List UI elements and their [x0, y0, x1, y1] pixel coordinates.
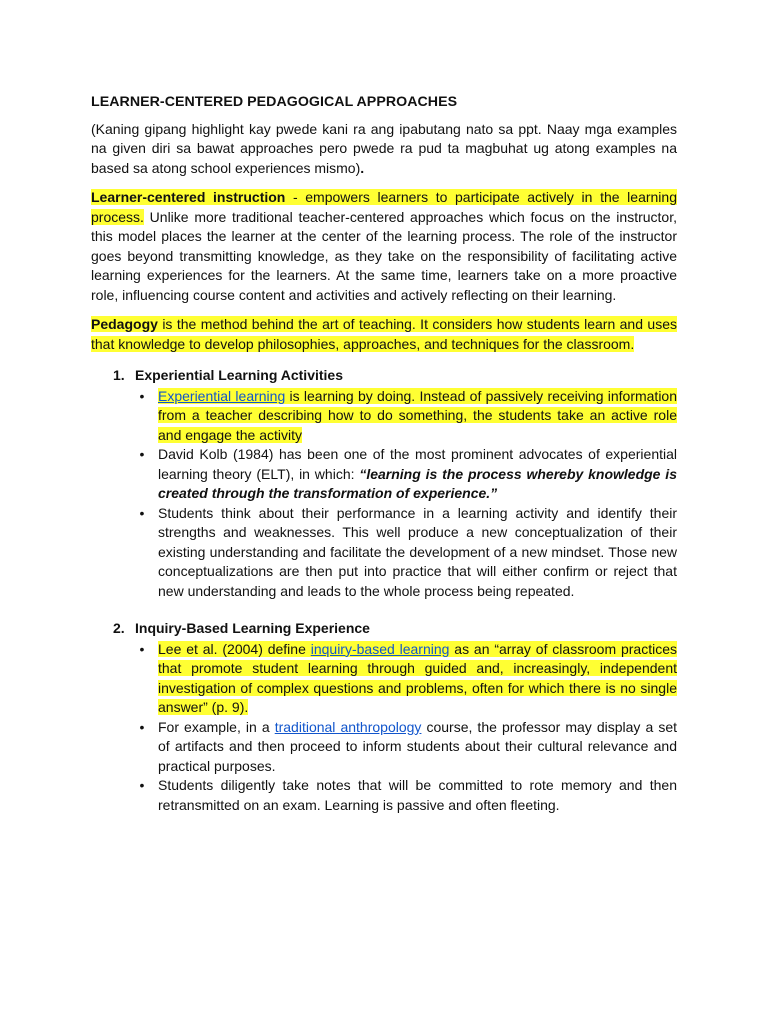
pedagogy-paragraph — [91, 315, 677, 354]
list-item — [139, 776, 677, 815]
pedagogy-definition: is the method behind the art of teaching. It considers how students learn and uses that knowledge to develop philosophies, approaches, and techniques for the classroom. — [91, 316, 677, 352]
experiential-definition: is learning by doing. Instead of passively receiving information from a teacher describing how to do something, the students take an active role and engage the activity — [158, 387, 678, 443]
list-item — [139, 445, 677, 504]
section-heading-experiential — [113, 366, 677, 386]
experiential-highlight — [158, 388, 677, 443]
section-title: Inquiry-Based Learning Experience — [135, 620, 370, 636]
kolb-quote: “learning is the process whereby knowledge is created through the transformation of experience.” — [158, 465, 677, 501]
intro-period: . — [360, 159, 365, 176]
list-item — [139, 387, 678, 446]
kolb-text: David Kolb (1984) has been one of the most prominent advocates of experiential learning theory (ELT), in which: — [158, 446, 677, 482]
document-body — [91, 93, 677, 815]
learner-centered-definition: - empowers learners to participate actively in the learning process. — [91, 189, 677, 225]
section-number: 1. — [113, 367, 125, 383]
inquiry-pre: Lee et al. (2004) define — [158, 640, 311, 657]
section-number: 2. — [113, 620, 125, 636]
pedagogy-highlight — [91, 316, 677, 352]
rote-memory-text: Students diligently take notes that will be committed to rote memory and then retransmitted on an exam. Learning is passive and often fleeting. — [158, 777, 677, 813]
inquiry-based-learning-link[interactable]: inquiry-based learning — [310, 640, 450, 657]
intro-paragraph — [91, 120, 677, 179]
intro-text: (Kaning gipang highlight kay pwede kani ra ang ipabutang nato sa ppt. Naay mga examples na given diri sa bawat approaches pero pwede ra pud ta magbuhat ug atong examples na based sa atong school experiences mismo) — [91, 120, 677, 176]
inquiry-bullet-list — [91, 640, 677, 816]
learner-centered-term: Learner-centered instruction — [91, 189, 286, 205]
section-title: Experiential Learning Activities — [135, 367, 343, 383]
experiential-learning-link[interactable]: Experiential learning — [158, 387, 286, 404]
anthropology-post: course, the professor may display a set of artifacts and then proceed to inform students about their cultural relevance and practical purposes. — [158, 718, 677, 774]
learner-centered-paragraph — [91, 188, 677, 305]
list-item — [139, 718, 677, 777]
experiential-bullet-list — [91, 387, 677, 602]
traditional-anthropology-link[interactable]: traditional anthropology — [274, 718, 422, 735]
bullet-icon: • — [139, 640, 145, 657]
section-heading-inquiry — [113, 619, 677, 639]
students-reflection-text: Students think about their performance in a learning activity and identify their strengths and weaknesses. This well produce a new conceptualization of their existing understanding and facilitate the development of a new mindset. Those new conceptualizations are then put into practice that will either confirm or reject that new understanding and leads to the whole process being repeated. — [158, 504, 677, 599]
list-item — [139, 504, 677, 602]
bullet-icon: • — [139, 387, 145, 404]
learner-centered-body: Unlike more traditional teacher-centered approaches which focus on the instructor, this model places the learner at the center of the learning process. The role of the instructor goes beyond transmitting knowledge, as they take on the responsibility of facilitating active learning experiences for the learners. At the same time, learners take on a more proactive role, influencing course content and activities and actively reflecting on their learning. — [91, 208, 677, 303]
pedagogy-term: Pedagogy — [91, 316, 158, 332]
inquiry-highlight — [158, 641, 677, 716]
list-item — [139, 640, 677, 718]
anthropology-pre: For example, in a — [158, 718, 275, 735]
bullet-icon: • — [139, 718, 145, 735]
bullet-icon: • — [139, 777, 145, 793]
document-title: LEARNER-CENTERED PEDAGOGICAL APPROACHES — [91, 94, 458, 110]
bullet-icon: • — [139, 446, 145, 462]
inquiry-definition: as an “array of classroom practices that promote student learning through guided and, increasingly, independent investigation of complex questions and problems, often for which there is no single answer” (p. 9). — [158, 640, 677, 715]
bullet-icon: • — [139, 504, 145, 521]
